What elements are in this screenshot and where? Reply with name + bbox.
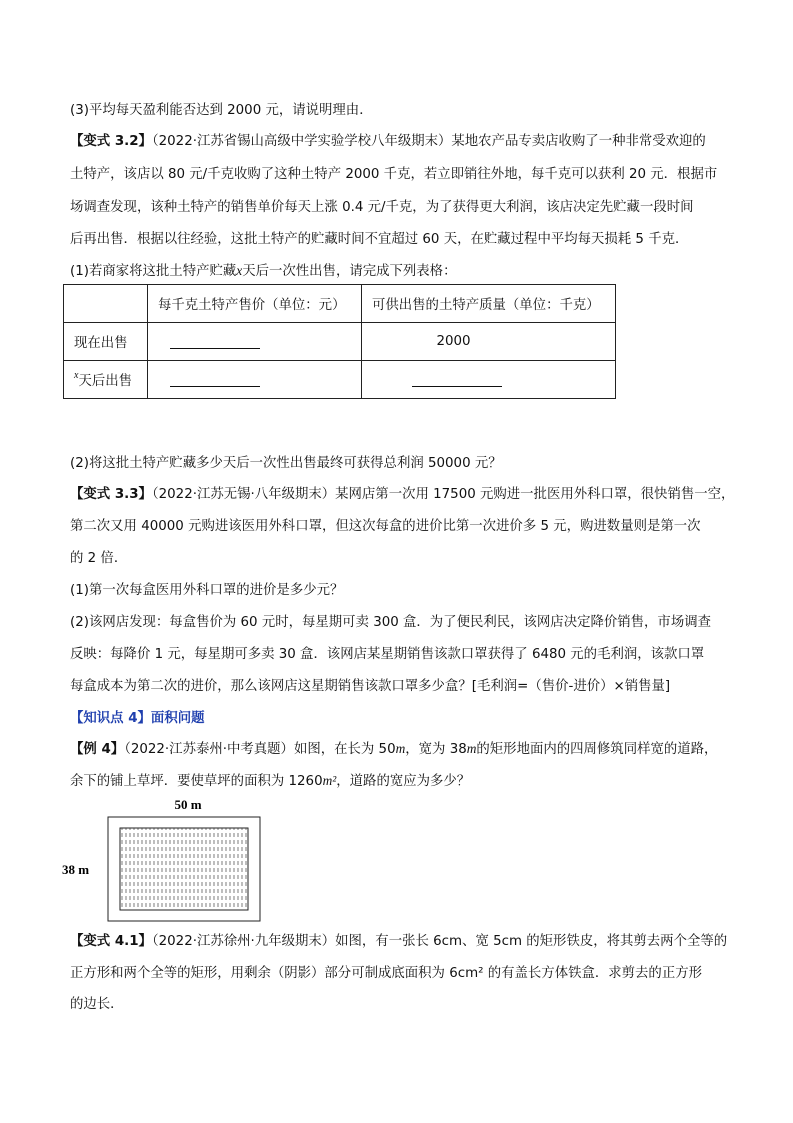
answer-blank[interactable]	[170, 334, 260, 349]
mass-value: 2000	[436, 334, 471, 349]
example-4-line-2	[70, 772, 470, 791]
variant-3-3-line-2: 第二次又用 40000 元购进该医用外科口罩，但这次每盒的进价比第一次进价多 5 元，购进数量则是第一次	[70, 519, 701, 534]
example-text-c: 的矩形地面内的四周修筑同样宽的道路，	[476, 742, 718, 757]
variant-4-1-line-1	[70, 933, 727, 951]
variant-3-3-line-1	[70, 486, 734, 504]
row-label	[64, 361, 148, 399]
variant-3-2-question-2: (2)将这批土特产贮藏多少天后一次性出售最终可获得总利润 50000 元？	[70, 456, 502, 471]
road-lawn-figure	[60, 797, 280, 927]
variant-3-2-line-3: 场调查发现，该种土特产的销售单价每天上涨 0.4 元/千克，为了获得更大利润，该店决定先贮藏一段时间	[70, 200, 694, 215]
lawn-rectangle	[120, 828, 248, 910]
variant-tag: 【变式 3.2】	[70, 134, 152, 149]
example-text-d: 余下的铺上草坪．要使草坪的面积为 1260	[70, 774, 323, 789]
example-text-a: （2022·江苏泰州·中考真题）如图，在长为 50	[124, 742, 396, 757]
knowledge-point-4-heading: 【知识点 4】面积问题	[70, 711, 205, 726]
variant-3-3-question-2-line-1: (2)该网店发现：每盒售价为 60 元时，每星期可卖 300 盒．为了便民利民，该网店决定降价销售，市场调查	[70, 615, 711, 630]
variant-tag: 【变式 4.1】	[70, 934, 152, 949]
row-label: 现在出售	[64, 323, 148, 361]
table-header-row	[64, 285, 616, 323]
table-header-cell: 可供出售的土特产质量（单位：千克）	[362, 285, 616, 323]
x-variable: x	[236, 263, 243, 278]
variant-text: （2022·江苏省锡山高级中学实验学校八年级期末）某地农产品专卖店收购了一种非常受欢迎的	[151, 134, 706, 149]
unit-m2: m²	[322, 773, 337, 788]
table-header-cell: 每千克土特产售价（单位：元）	[148, 285, 362, 323]
mass-cell	[362, 323, 616, 361]
variant-tag: 【变式 3.3】	[70, 487, 152, 502]
length-label: 50 m	[174, 797, 202, 812]
unit-m: m	[395, 741, 406, 756]
table-header-cell	[64, 285, 148, 323]
mass-blank-cell	[362, 361, 616, 399]
variant-text: （2022·江苏徐州·九年级期末）如图，有一张长 6cm、宽 5cm 的矩形铁皮，将其剪去两个全等的	[151, 934, 728, 949]
price-table	[63, 284, 616, 399]
example-tag: 【例 4】	[70, 742, 125, 757]
variant-3-3-question-1: (1)第一次每盒医用外科口罩的进价是多少元？	[70, 583, 344, 598]
row-label-text: 天后出售	[78, 374, 133, 389]
variant-4-1-line-3: 的边长．	[70, 997, 124, 1012]
table-row	[64, 323, 616, 361]
variant-3-3-question-2-line-2: 反映：每降价 1 元，每星期可多卖 30 盒．该网店某星期销售该款口罩获得了 6480 元的毛利润，该款口罩	[70, 647, 705, 662]
x-variable: x	[74, 370, 79, 381]
variant-3-2-question-1	[70, 262, 456, 281]
question-3-text: (3)平均每天盈利能否达到 2000 元，请说明理由．	[70, 103, 373, 118]
q1-text-b: 天后一次性出售，请完成下列表格：	[242, 264, 457, 279]
example-text-e: ，道路的宽应为多少？	[336, 774, 471, 789]
price-blank-cell	[148, 323, 362, 361]
variant-3-2-line-2: 土特产，该店以 80 元/千克收购了这种土特产 2000 千克，若立即销往外地，每千克可以获利 20 元．根据市	[70, 167, 718, 182]
unit-m: m	[466, 741, 477, 756]
example-4-line-1	[70, 740, 717, 759]
price-blank-cell	[148, 361, 362, 399]
example-text-b: ，宽为 38	[405, 742, 467, 757]
variant-3-3-question-2-line-3: 每盒成本为第二次的进价，那么该网店这星期销售该款口罩多少盒？[毛利润=（售价-进价）×销售量]	[70, 679, 671, 694]
q1-text-a: (1)若商家将这批土特产贮藏	[70, 264, 237, 279]
variant-4-1-line-2: 正方形和两个全等的矩形，用剩余（阴影）部分可制成底面积为 6cm² 的有盖长方体铁盒．求剪去的正方形	[70, 966, 702, 981]
table-row	[64, 361, 616, 399]
variant-3-3-line-3: 的 2 倍．	[70, 551, 128, 566]
variant-text: （2022·江苏无锡·八年级期末）某网店第一次用 17500 元购进一批医用外科口罩，很快销售一空，	[151, 487, 735, 502]
variant-3-2-line-1	[70, 133, 706, 151]
variant-3-2-line-4: 后再出售．根据以往经验，这批土特产的贮藏时间不宜超过 60 天，在贮藏过程中平均每天损耗 5 千克．	[70, 232, 689, 247]
width-label: 38 m	[62, 862, 90, 877]
answer-blank[interactable]	[412, 372, 502, 387]
answer-blank[interactable]	[170, 372, 260, 387]
road-lawn-diagram	[60, 797, 280, 923]
